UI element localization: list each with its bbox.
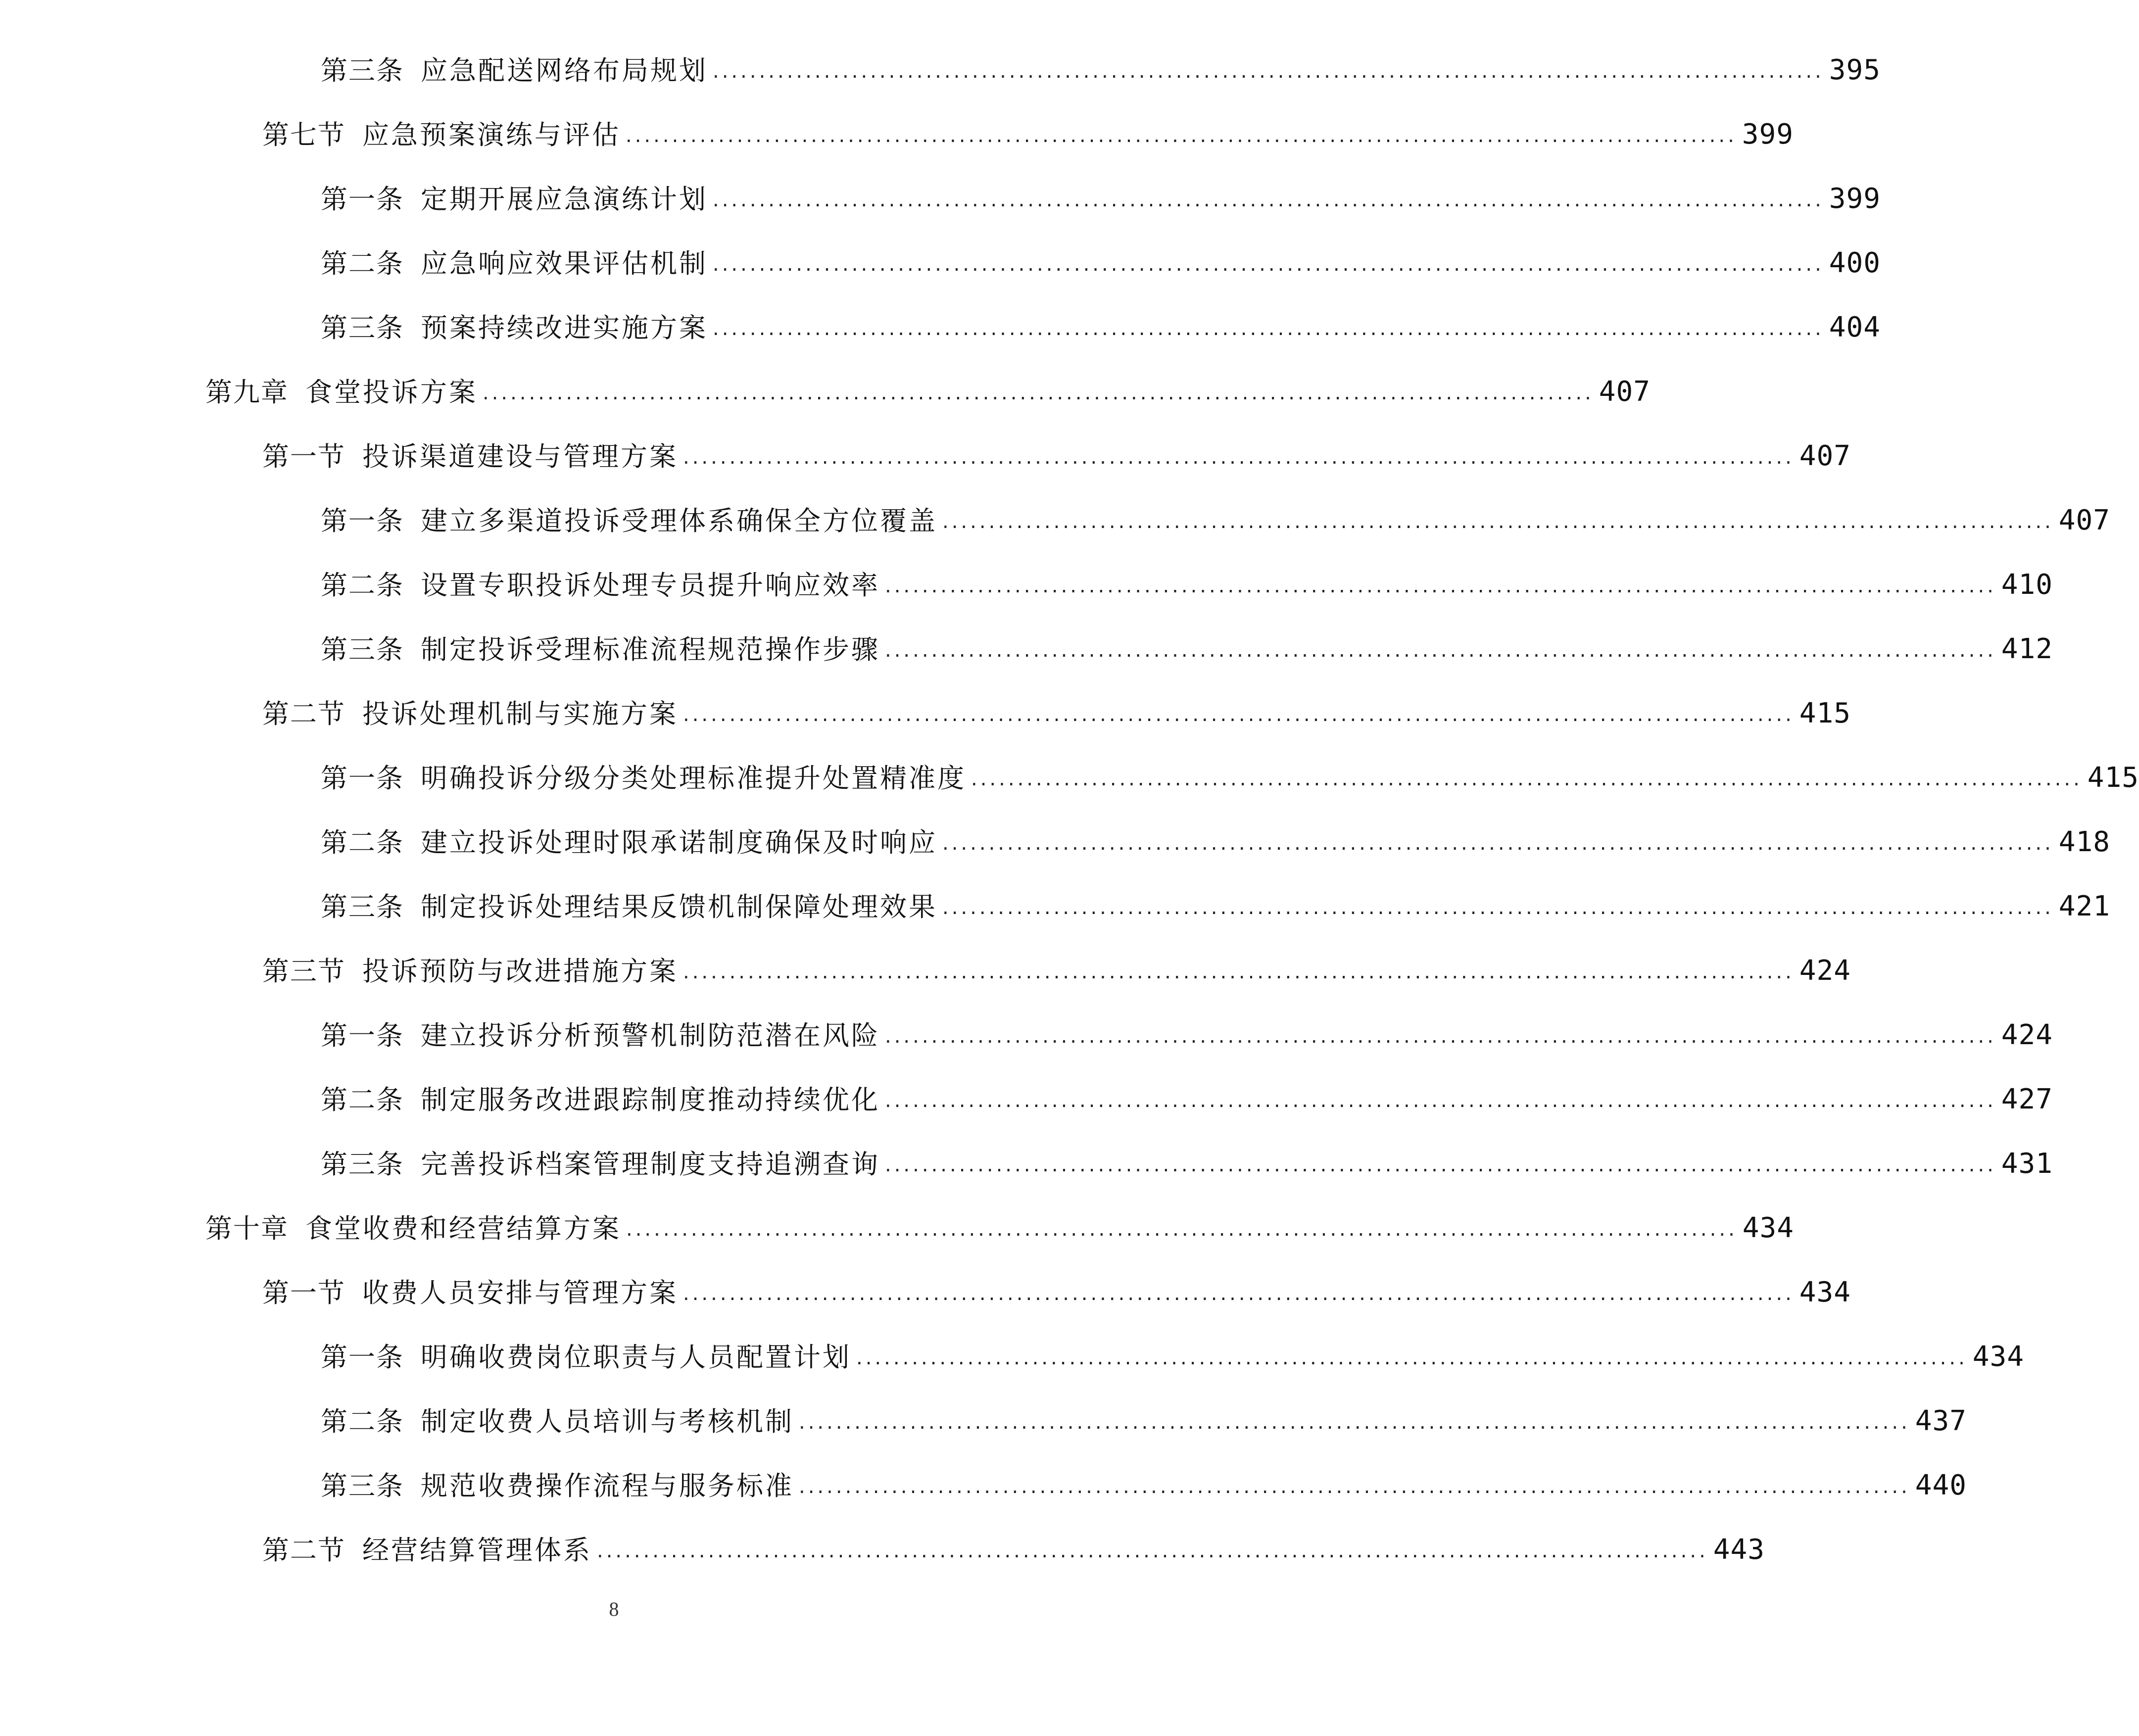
toc-entry-title: 应急预案演练与评估 bbox=[362, 119, 621, 150]
toc-entry-title: 应急配送网络布局规划 bbox=[421, 55, 708, 86]
toc-entry-article[interactable] bbox=[321, 35, 1881, 86]
toc-entry-title: 明确投诉分级分类处理标准提升处置精准度 bbox=[421, 763, 966, 794]
toc-entry-article[interactable] bbox=[321, 1450, 1967, 1501]
toc-dot-leader: ........................................................................................................................ bbox=[713, 253, 1824, 276]
toc-entry-title: 规范收费操作流程与服务标准 bbox=[421, 1470, 794, 1501]
toc-entry-page: 407 bbox=[1799, 440, 1851, 472]
toc-dot-leader: ........................................................................................................................ bbox=[799, 1475, 1910, 1498]
toc-entry-page: 412 bbox=[2001, 633, 2053, 665]
toc-dot-leader: ........................................................................................................................ bbox=[683, 446, 1795, 469]
toc-dot-leader: ........................................................................................................................ bbox=[683, 1282, 1795, 1305]
toc-dot-leader: ........................................................................................................................ bbox=[683, 961, 1795, 983]
toc-entry-title: 食堂收费和经营结算方案 bbox=[305, 1213, 621, 1244]
toc-dot-leader: ........................................................................................................................ bbox=[856, 1347, 1968, 1369]
toc-entry-article[interactable] bbox=[321, 292, 1881, 343]
toc-entry-article[interactable] bbox=[321, 1386, 1967, 1437]
toc-entry-section[interactable] bbox=[262, 1514, 1765, 1566]
toc-entry-article[interactable] bbox=[321, 1000, 2053, 1051]
toc-entry-page: 424 bbox=[2001, 1019, 2053, 1051]
toc-entry-page: 410 bbox=[2001, 569, 2053, 601]
toc-entry-title: 定期开展应急演练计划 bbox=[421, 184, 708, 215]
toc-entry-number: 第二节 bbox=[262, 698, 345, 729]
toc-entry-number: 第九章 bbox=[205, 377, 289, 408]
toc-entry-article[interactable] bbox=[321, 1128, 2053, 1180]
toc-entry-page: 440 bbox=[1915, 1469, 1967, 1501]
toc-dot-leader: ........................................................................................................................ bbox=[942, 510, 2054, 533]
toc-dot-leader: ........................................................................................................................ bbox=[885, 575, 1996, 597]
toc-entry-number: 第一条 bbox=[321, 505, 404, 536]
toc-entry-page: 407 bbox=[1599, 376, 1651, 408]
toc-dot-leader: ........................................................................................................................ bbox=[683, 703, 1795, 726]
toc-entry-section[interactable] bbox=[262, 678, 1851, 729]
toc-dot-leader: ........................................................................................................................ bbox=[799, 1411, 1910, 1434]
toc-entry-number: 第一节 bbox=[262, 441, 345, 472]
toc-entry-number: 第二条 bbox=[321, 827, 404, 858]
toc-dot-leader: ........................................................................................................................ bbox=[885, 1025, 1996, 1048]
toc-entry-number: 第一条 bbox=[321, 184, 404, 215]
toc-dot-leader: ........................................................................................................................ bbox=[713, 60, 1824, 83]
toc-entry-title: 制定收费人员培训与考核机制 bbox=[421, 1406, 794, 1437]
toc-entry-number: 第三条 bbox=[321, 312, 404, 343]
toc-entry-number: 第十章 bbox=[205, 1213, 289, 1244]
toc-entry-number: 第三条 bbox=[321, 1149, 404, 1180]
toc-entry-page: 421 bbox=[2058, 890, 2110, 922]
toc-entry-title: 制定投诉处理结果反馈机制保障处理效果 bbox=[421, 891, 937, 922]
toc-entry-number: 第三条 bbox=[321, 891, 404, 922]
toc-dot-leader: ........................................................................................................................ bbox=[626, 124, 1737, 147]
toc-entry-number: 第三条 bbox=[321, 55, 404, 86]
toc-entry-page: 415 bbox=[1799, 697, 1851, 729]
toc-entry-section[interactable] bbox=[262, 421, 1851, 472]
toc-entry-article[interactable] bbox=[321, 614, 2053, 665]
toc-entry-number: 第一条 bbox=[321, 1342, 404, 1373]
toc-entry-number: 第七节 bbox=[262, 119, 345, 150]
toc-entry-number: 第一条 bbox=[321, 763, 404, 794]
toc-entry-title: 建立投诉处理时限承诺制度确保及时响应 bbox=[421, 827, 937, 858]
toc-entry-page: 431 bbox=[2001, 1148, 2053, 1180]
toc-entry-number: 第一节 bbox=[262, 1277, 345, 1308]
toc-dot-leader: ........................................................................................................................ bbox=[942, 896, 2054, 919]
toc-entry-number: 第一条 bbox=[321, 1020, 404, 1051]
toc-entry-number: 第二条 bbox=[321, 1406, 404, 1437]
toc-entry-number: 第三节 bbox=[262, 956, 345, 987]
toc-dot-leader: ........................................................................................................................ bbox=[713, 317, 1824, 340]
toc-entry-title: 建立多渠道投诉受理体系确保全方位覆盖 bbox=[421, 505, 937, 536]
toc-entry-article[interactable] bbox=[321, 485, 2110, 536]
toc-entry-number: 第三条 bbox=[321, 1470, 404, 1501]
toc-entry-title: 经营结算管理体系 bbox=[362, 1535, 592, 1566]
toc-entry-title: 投诉预防与改进措施方案 bbox=[362, 956, 678, 987]
toc-entry-page: 407 bbox=[2058, 504, 2110, 536]
toc-entry-title: 制定服务改进跟踪制度推动持续优化 bbox=[421, 1084, 880, 1115]
toc-entry-title: 建立投诉分析预警机制防范潜在风险 bbox=[421, 1020, 880, 1051]
toc-entry-page: 404 bbox=[1829, 311, 1881, 343]
toc-dot-leader: ........................................................................................................................ bbox=[942, 832, 2054, 855]
toc-entry-page: 443 bbox=[1713, 1534, 1765, 1566]
toc-entry-title: 投诉处理机制与实施方案 bbox=[362, 698, 678, 729]
toc-entry-title: 投诉渠道建设与管理方案 bbox=[362, 441, 678, 472]
toc-entry-article[interactable] bbox=[321, 807, 2110, 858]
toc-entry-number: 第二条 bbox=[321, 248, 404, 279]
toc-entry-title: 预案持续改进实施方案 bbox=[421, 312, 708, 343]
toc-entry-title: 食堂投诉方案 bbox=[305, 377, 478, 408]
toc-entry-title: 设置专职投诉处理专员提升响应效率 bbox=[421, 570, 880, 601]
toc-entry-page: 399 bbox=[1829, 183, 1881, 215]
toc-entry-chapter[interactable] bbox=[205, 356, 1651, 408]
toc-entry-article[interactable] bbox=[321, 163, 1881, 215]
toc-entry-section[interactable] bbox=[262, 99, 1794, 150]
toc-dot-leader: ........................................................................................................................ bbox=[597, 1540, 1708, 1562]
toc-entry-page: 395 bbox=[1829, 54, 1881, 86]
page-number: 8 bbox=[609, 1598, 619, 1620]
toc-entry-page: 399 bbox=[1742, 118, 1794, 150]
toc-entry-page: 434 bbox=[1799, 1276, 1851, 1308]
toc-entry-page: 434 bbox=[1742, 1212, 1794, 1244]
toc-entry-article[interactable] bbox=[321, 871, 2110, 922]
toc-dot-leader: ........................................................................................................................ bbox=[885, 1089, 1996, 1112]
toc-entry-number: 第二条 bbox=[321, 1084, 404, 1115]
toc-entry-section[interactable] bbox=[262, 1257, 1851, 1308]
toc-entry-page: 415 bbox=[2087, 762, 2139, 794]
toc-entry-section[interactable] bbox=[262, 935, 1851, 987]
toc-entry-article[interactable] bbox=[321, 742, 2139, 794]
toc-entry-article[interactable] bbox=[321, 228, 1881, 279]
toc-entry-title: 完善投诉档案管理制度支持追溯查询 bbox=[421, 1149, 880, 1180]
toc-entry-title: 制定投诉受理标准流程规范操作步骤 bbox=[421, 634, 880, 665]
toc-dot-leader: ........................................................................................................................ bbox=[885, 1154, 1996, 1176]
toc-entry-page: 427 bbox=[2001, 1083, 2053, 1115]
toc-dot-leader: ........................................................................................................................ bbox=[626, 1218, 1738, 1241]
toc-entry-number: 第二节 bbox=[262, 1535, 345, 1566]
toc-dot-leader: ........................................................................................................................ bbox=[713, 189, 1824, 211]
toc-entry-page: 424 bbox=[1799, 955, 1851, 987]
toc-dot-leader: ........................................................................................................................ bbox=[971, 768, 2083, 790]
toc-dot-leader: ........................................................................................................................ bbox=[885, 639, 1996, 662]
toc-entry-title: 应急响应效果评估机制 bbox=[421, 248, 708, 279]
toc-entry-page: 418 bbox=[2058, 826, 2110, 858]
toc-entry-article[interactable] bbox=[321, 1064, 2053, 1115]
toc-entry-page: 434 bbox=[1972, 1341, 2024, 1373]
toc-entry-article[interactable] bbox=[321, 1321, 2024, 1373]
toc-entry-number: 第二条 bbox=[321, 570, 404, 601]
toc-entry-article[interactable] bbox=[321, 549, 2053, 601]
toc-entry-page: 437 bbox=[1915, 1405, 1967, 1437]
toc-entry-page: 400 bbox=[1829, 247, 1881, 279]
toc-entry-title: 明确收费岗位职责与人员配置计划 bbox=[421, 1342, 851, 1373]
toc-entry-chapter[interactable] bbox=[205, 1193, 1794, 1244]
toc-entry-number: 第三条 bbox=[321, 634, 404, 665]
toc-dot-leader: ........................................................................................................................ bbox=[483, 382, 1594, 404]
toc-entry-title: 收费人员安排与管理方案 bbox=[362, 1277, 678, 1308]
